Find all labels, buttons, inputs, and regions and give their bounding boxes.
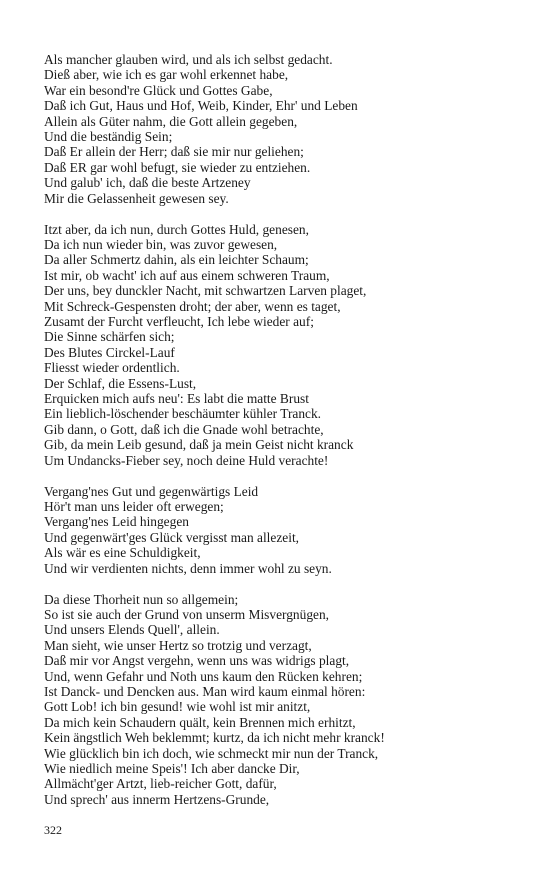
verse-line: Und wir verdienten nichts, denn immer wohl zu seyn.: [44, 560, 332, 576]
verse-line: Und gegenwärt'ges Glück vergisst man allezeit,: [44, 529, 300, 545]
verse-line: Da ich nun wieder bin, was zuvor gewesen,: [44, 236, 278, 252]
verse-line: Fliesst wieder ordentlich.: [44, 360, 180, 376]
verse-line: Die Sinne schärfen sich;: [44, 329, 175, 345]
verse-line: Mit Schreck-Gespensten droht; der aber, wenn es taget,: [44, 298, 341, 314]
verse-line: Daß mir vor Angst vergehn, wenn uns was widrigs plagt,: [44, 653, 350, 669]
verse-line: Des Blutes Circkel-Lauf: [44, 344, 175, 360]
verse-line: Daß ich Gut, Haus und Hof, Weib, Kinder, Ehr' und Leben: [44, 98, 358, 114]
verse-line: Gib dann, o Gott, daß ich die Gnade wohl betrachte,: [44, 421, 324, 437]
verse-line: Da diese Thorheit nun so allgemein;: [44, 591, 239, 607]
verse-line: Um Undancks-Fieber sey, noch deine Huld verachte!: [44, 452, 329, 468]
verse-line: Allein als Güter nahm, die Gott allein gegeben,: [44, 113, 298, 129]
verse-line: War ein besond're Glück und Gottes Gabe,: [44, 82, 273, 98]
verse-line: Ist Danck- und Dencken aus. Man wird kaum einmal hören:: [44, 683, 366, 699]
verse-line: Mir die Gelassenheit gewesen sey.: [44, 190, 229, 206]
verse-line: Und galub' ich, daß die beste Artzeney: [44, 175, 251, 191]
verse-line: Vergang'nes Leid hingegen: [44, 514, 189, 530]
verse-line: Daß ER gar wohl befugt, sie wieder zu entziehen.: [44, 159, 311, 175]
verse-line: Der uns, bey dunckler Nacht, mit schwartzen Larven plaget,: [44, 283, 367, 299]
verse-line: Gib, da mein Leib gesund, daß ja mein Geist nicht kranck: [44, 437, 354, 453]
verse-line: Kein ängstlich Weh beklemmt; kurtz, da ich nicht mehr kranck!: [44, 730, 385, 746]
verse-line: Da mich kein Schaudern quält, kein Brennen mich erhitzt,: [44, 714, 356, 730]
verse-line: Wie niedlich meine Speis'! Ich aber dancke Dir,: [44, 760, 300, 776]
verse-line: Und die beständig Sein;: [44, 129, 173, 145]
verse-line: Als wär es eine Schuldigkeit,: [44, 545, 201, 561]
stanza-1: [44, 52, 534, 206]
verse-line: Daß Er allein der Herr; daß sie mir nur geliehen;: [44, 144, 304, 160]
stanza-3: [44, 484, 534, 576]
verse-line: Und, wenn Gefahr und Noth uns kaum den Rücken kehren;: [44, 668, 363, 684]
stanza-4: [44, 592, 534, 808]
verse-line: Wie glücklich bin ich doch, wie schmeckt mir nun der Tranck,: [44, 745, 379, 761]
verse-line: Als mancher glauben wird, und als ich selbst gedacht.: [44, 52, 333, 67]
verse-line: Der Schlaf, die Essens-Lust,: [44, 375, 197, 391]
verse-line: Ein lieblich-löschender beschäumter kühler Tranck.: [44, 406, 322, 422]
verse-line: Da aller Schmertz dahin, als ein leichter Schaum;: [44, 252, 309, 268]
verse-line: Gott Lob! ich bin gesund! wie wohl ist mir anitzt,: [44, 699, 311, 715]
verse-line: Itzt aber, da ich nun, durch Gottes Huld, genesen,: [44, 221, 309, 237]
verse-line: Und unsers Elends Quell', allein.: [44, 622, 220, 638]
poem-text: [44, 52, 534, 823]
verse-line: Allmächt'ger Artzt, lieb-reicher Gott, dafür,: [44, 776, 277, 792]
stanza-2: [44, 222, 534, 469]
verse-line: Und sprech' aus innerm Hertzens-Grunde,: [44, 791, 270, 807]
verse-line: So ist sie auch der Grund von unserm Misvergnügen,: [44, 606, 330, 622]
verse-line: Hör't man uns leider oft erwegen;: [44, 498, 224, 514]
verse-line: Dieß aber, wie ich es gar wohl erkennet habe,: [44, 67, 289, 83]
page-number: 322: [44, 823, 62, 837]
verse-line: Erquicken mich aufs neu': Es labt die matte Brust: [44, 391, 309, 407]
verse-line: Ist mir, ob wacht' ich auf aus einem schweren Traum,: [44, 267, 330, 283]
verse-line: Vergang'nes Gut und gegenwärtigs Leid: [44, 483, 259, 499]
verse-line: Zusamt der Furcht verfleucht, Ich lebe wieder auf;: [44, 314, 314, 329]
verse-line: Man sieht, wie unser Hertz so trotzig und verzagt,: [44, 637, 312, 653]
